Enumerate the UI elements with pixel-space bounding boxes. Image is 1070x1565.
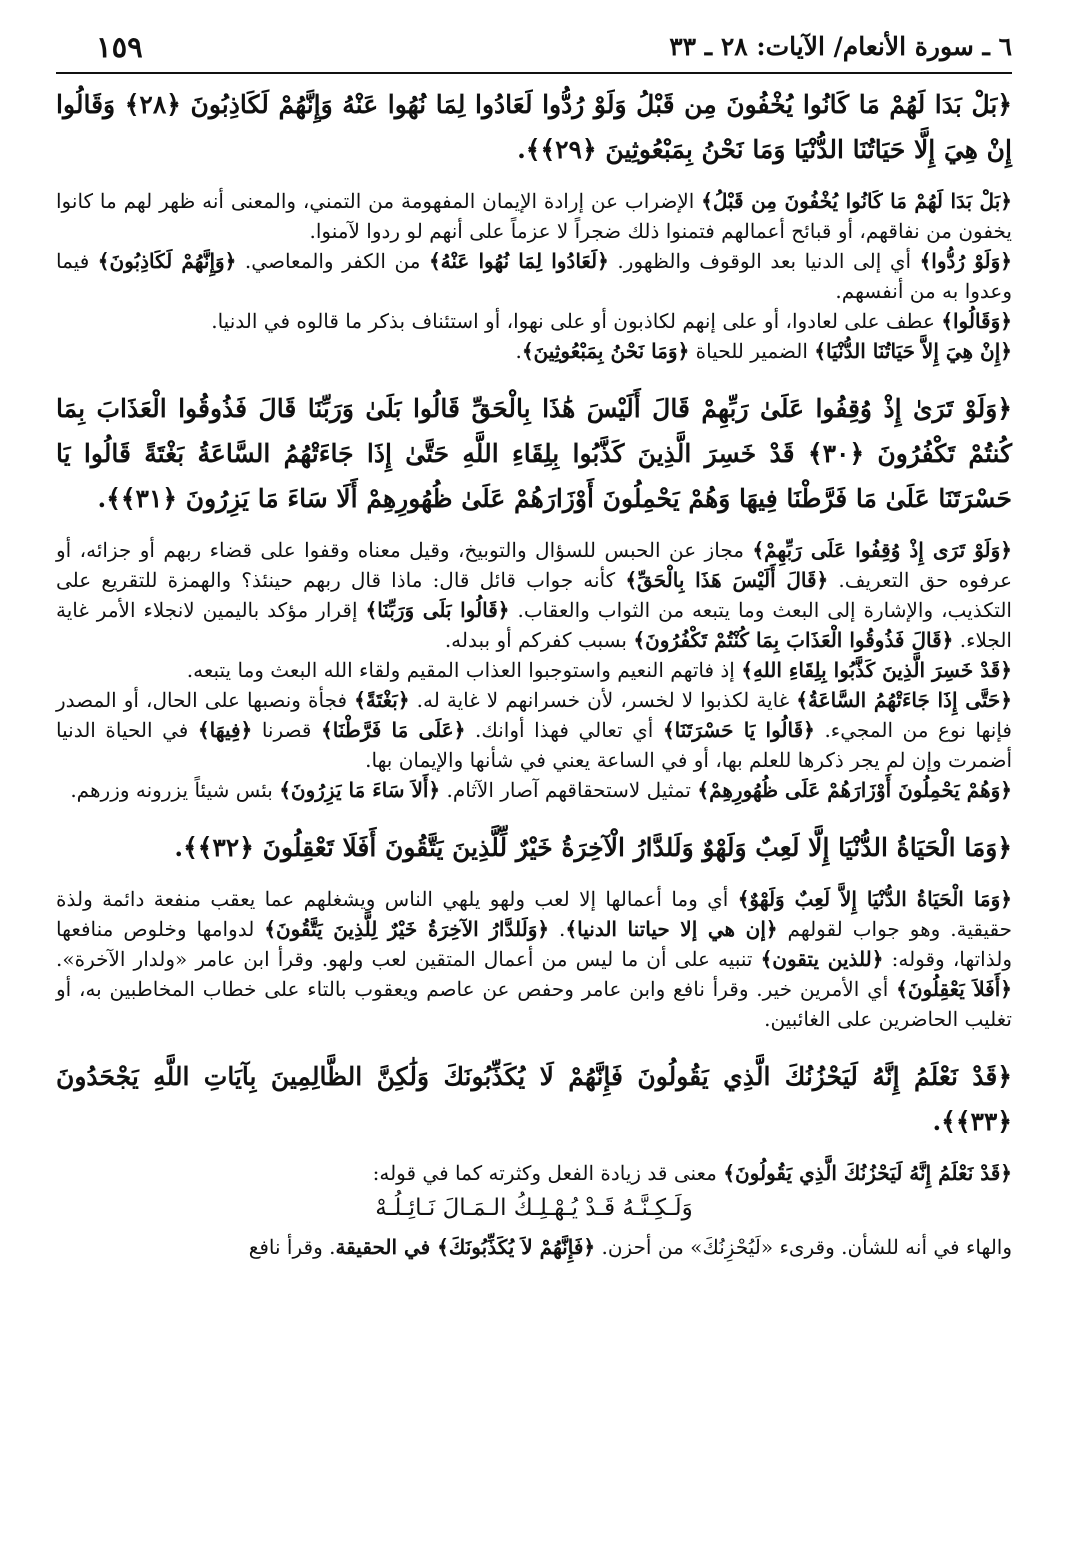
commentary-text: الإضراب عن إرادة الإيمان المفهومة من التمني، والمعنى أنه ظهر لهم ما كانوا يخفون من نفاقهم، أو قبائح أعمالهم فتمنوا ذلك ضجراً لا عزماً على أنهم لو ردوا لآمنوا. [56,189,1012,243]
quoted-phrase: ﴿للذين يتقون﴾ [760,947,884,971]
surah-label: ٦ ـ سورة الأنعام/ الآيات: ٢٨ ـ ٣٣ [669,32,1012,61]
commentary-paragraph [56,186,1012,246]
commentary-text: بسبب كفركم أو ببدله. [444,628,634,652]
quoted-phrase: ﴿وَلَلدَّارُ الآخِرَةُ خَيْرٌ لِلَّذِينَ يَتَّقُونَ﴾ [264,917,550,941]
commentary-text: أي تعالي فهذا أوانك. [465,718,663,742]
quoted-phrase: ﴿إن هي إلا حياتنا الدنيا﴾ [565,917,778,941]
quoted-phrase: ﴿قَالُوا بَلَى وَرَبِّنَا﴾ [365,598,510,622]
commentary-paragraph [56,1158,1012,1188]
header-rule [56,72,1012,74]
commentary-text: إقرار مؤكد باليمين لانجلاء الأمر غاية الجلاء. [56,598,1012,652]
quran-verse: ﴿وَلَوْ تَرَىٰ إِذْ وُقِفُوا عَلَىٰ رَبِّهِمْ قَالَ أَلَيْسَ هَٰذَا بِالْحَقِّ قَالُوا بَلَىٰ وَرَبِّنَا قَالَ فَذُوقُوا الْعَذَابَ بِمَا كُنتُمْ تَكْفُرُونَ ﴿٣٠﴾ قَدْ خَسِرَ الَّذِينَ كَذَّبُوا بِلِقَاءِ اللَّهِ حَتَّىٰ إِذَا جَاءَتْهُمُ السَّاعَةُ بَغْتَةً قَالُوا يَا حَسْرَتَنَا عَلَىٰ مَا فَرَّطْنَا فِيهَا وَهُمْ يَحْمِلُونَ أَوْزَارَهُمْ عَلَىٰ ظُهُورِهِمْ أَلَا سَاءَ مَا يَزِرُونَ ﴿٣١﴾﴾. [56,394,1012,513]
commentary-text: إذ فاتهم النعيم واستوجبوا العذاب المقيم ولقاء الله البعث وما يتبعه. [186,658,742,682]
commentary-text: لدوامها وخلوص منافعها ولذاتها، وقوله: [56,917,1012,971]
commentary-text: . وقرأ نافع [248,1235,336,1259]
quoted-phrase: ﴿أَفَلاَ يَعْقِلُونَ﴾ [896,977,1012,1001]
page-number: ١٥٩ [96,30,143,64]
commentary-text: من الكفر والمعاصي. [236,249,429,273]
commentary-text: غاية لكذبوا لا لخسر، لأن خسرانهم لا غاية له. [409,688,797,712]
commentary-text: . [549,917,566,941]
quoted-phrase: ﴿وَهُمْ يَحْمِلُونَ أَوْزَارَهُمْ عَلَى ظُهُورِهِمْ﴾ [697,778,1012,802]
commentary-paragraph [56,884,1012,1034]
commentary-text: الضمير للحياة [689,339,815,363]
block-separator [56,366,1012,378]
commentary-text: تمثيل لاستحقاقهم آصار الآثام. [440,778,698,802]
quoted-phrase: ﴿أَلاَ سَاءَ مَا يَزِرُونَ﴾ [279,778,441,802]
commentary-text: . [515,339,522,363]
quoted-phrase: ﴿حَتَّى إِذَا جَاءَتْهُمُ السَّاعَةُ﴾ [796,688,1012,712]
commentary-text: في الحياة الدنيا أضمرت وإن لم يجر ذكرها للعلم بها، أو في الساعة يعني في شأنها والإيمان بها. [56,718,1012,772]
commentary-paragraph [56,336,1012,366]
commentary-text: بئس شيئاً يزرونه وزرهم. [70,778,280,802]
commentary-paragraph [56,685,1012,775]
quoted-phrase: ﴿عَلَى مَا فَرَّطْنَا﴾ [321,718,466,742]
block-separator [56,1034,1012,1046]
quoted-phrase: ﴿وَلَوْ تَرَى إِذْ وُقِفُوا عَلَى رَبِّهِمْ﴾ [752,538,1012,562]
commentary-paragraph [56,535,1012,655]
page-header [56,28,1012,74]
commentary-paragraph [56,306,1012,336]
commentary-text: عطف على لعادوا، أو على إنهم لكاذبون أو على نهوا، أو استئناف بذكر ما قالوه في الدنيا. [211,309,942,333]
quoted-phrase: ﴿قَدْ نَعْلَمُ إِنَّهُ لَيَحْزُنُكَ الَّذِي يَقُولُونَ﴾ [723,1161,1012,1185]
quoted-phrase: ﴿قَالُوا يَا حَسْرَتَنَا﴾ [662,718,815,742]
quoted-phrase: ﴿وَمَا نَحْنُ بِمَبْعُوثِينَ﴾ [521,339,690,363]
quran-verse: ﴿بَلْ بَدَا لَهُمْ مَا كَانُوا يُخْفُونَ مِن قَبْلُ وَلَوْ رُدُّوا لَعَادُوا لِمَا نُهُوا عَنْهُ وَإِنَّهُمْ لَكَاذِبُونَ ﴿٢٨﴾ وَقَالُوا إِنْ هِيَ إِلَّا حَيَاتُنَا الدُّنْيَا وَمَا نَحْنُ بِمَبْعُوثِينَ ﴿٢٩﴾﴾. [56,90,1012,164]
quoted-phrase: ﴿فَإِنَّهُمْ لاَ يُكَذِّبُونَكَ﴾ في الحقيقة [335,1235,596,1259]
quoted-phrase: ﴿لَعَادُوا لِمَا نُهُوا عَنْهُ﴾ [428,249,609,273]
quoted-phrase: ﴿إِنْ هِيَ إِلاَّ حَيَاتُنَا الدُّنْيَا﴾ [814,339,1012,363]
poetry-line: وَلَـكِـنَّـهُ قَـدْ يُـهْـلِـكُ الـمَـالَ نَـائِـلُـهْ [375,1195,693,1221]
quran-verse: ﴿وَمَا الْحَيَاةُ الدُّنْيَا إِلَّا لَعِبٌ وَلَهْوٌ وَلَلدَّارُ الْآخِرَةُ خَيْرٌ لِّلَّذِينَ يَتَّقُونَ أَفَلَا تَعْقِلُونَ ﴿٣٢﴾﴾. [174,833,1012,862]
quoted-phrase: ﴿وَلَوْ رُدُّوا﴾ [919,249,1013,273]
commentary-text: أي وما أعمالها إلا لعب ولهو يلهي الناس ويشغلهم عما يعقب منفعة دائمة ولذة حقيقية. وهو جواب لقولهم [56,887,1012,941]
commentary-text: كأنه جواب قائل قال: ماذا قال ربهم حينئذ؟ والهمزة للتقريع على التكذيب، والإشارة إلى البعث وما يتبعه من الثواب والعقاب. [56,568,1012,622]
commentary-text: قصرنا [252,718,321,742]
commentary-paragraph [56,246,1012,306]
quoted-phrase: ﴿بَلْ بَدَا لَهُمْ مَا كَانُوا يُخْفُونَ مِن قَبْلُ﴾ [701,189,1012,213]
block-separator [56,805,1012,817]
quoted-phrase: ﴿وَإِنَّهُمْ لَكَاذِبُونَ﴾ [97,249,237,273]
commentary-text: والهاء في أنه للشأن. وقرىء «لَيُحْزِنُكَ» من أحزن. [595,1235,1012,1259]
quoted-phrase: ﴿وَمَا الْحَيَاةُ الدُّنْيَا إِلاَّ لَعِبٌ وَلَهْوٌ﴾ [737,887,1013,911]
quoted-phrase: ﴿قَالَ أَلَيْسَ هَذَا بِالْحَقِّ﴾ [625,568,829,592]
quoted-phrase: ﴿قَالَ فَذُوقُوا الْعَذَابَ بِمَا كُنْتُمْ تَكْفُرُونَ﴾ [633,628,954,652]
quoted-phrase: ﴿فِيهَا﴾ [197,718,253,742]
quran-verse: ﴿قَدْ نَعْلَمُ إِنَّهُ لَيَحْزُنُكَ الَّذِي يَقُولُونَ فَإِنَّهُمْ لَا يُكَذِّبُونَكَ وَلَٰكِنَّ الظَّالِمِينَ بِآيَاتِ اللَّهِ يَجْحَدُونَ ﴿٣٣﴾﴾. [56,1062,1012,1136]
commentary-text: مجاز عن الحبس للسؤال والتوبيخ، وقيل معناه وقفوا على قضاء ربهم أو جزائه، أو عرفوه حق التعريف. [56,538,1013,592]
commentary-paragraph [56,655,1012,685]
commentary-paragraph [56,775,1012,805]
commentary-paragraph [56,1232,1012,1262]
page-content [56,82,1012,1262]
commentary-text: تنبيه على أن ما ليس من أعمال المتقين لعب ولهو. وقرأ ابن عامر «ولدار الآخرة». [56,947,761,971]
quoted-phrase: ﴿قَدْ خَسِرَ الَّذِينَ كَذَّبُوا بِلِقَاءِ اللهِ﴾ [741,658,1012,682]
quoted-phrase: ﴿وَقَالُوا﴾ [941,309,1012,333]
commentary-text: فيما وعدوا به من أنفسهم. [56,249,1012,303]
commentary-text: معنى قد زيادة الفعل وكثرته كما في قوله: [372,1161,724,1185]
commentary-text: أي الأمرين خير. وقرأ نافع وابن عامر وحفص عن عاصم ويعقوب بالتاء على خطاب المخاطبين به، أو تغليب الحاضرين على الغائبين. [56,977,1012,1031]
commentary-text: فجأة ونصبها على الحال، أو المصدر فإنها نوع من المجيء. [56,688,1012,742]
commentary-text: أي إلى الدنيا بعد الوقوف والظهور. [608,249,920,273]
quoted-phrase: ﴿بَغْتَةً﴾ [354,688,410,712]
